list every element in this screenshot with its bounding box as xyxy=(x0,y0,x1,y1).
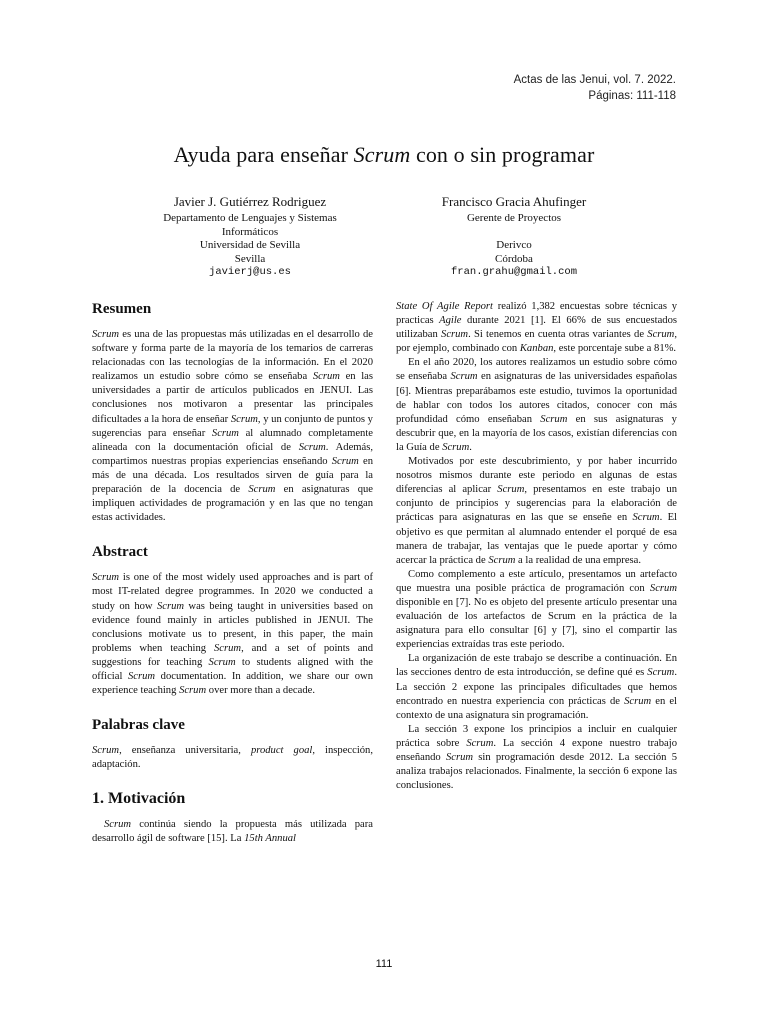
author-affiliation-line: Universidad de Sevilla xyxy=(199,239,301,251)
motivacion-paragraph: Scrum continúa siendo la propuesta más utilizada para desarrollo ágil de software [15]. La 15th Annual xyxy=(92,819,373,845)
author-affiliation-line xyxy=(394,226,634,240)
body-paragraph: La organización de este trabajo se describe a continuación. En las secciones dentro de esta introducción, se define qué es Scrum. La sección 2 expone las principales dificultades que hemos encontrado en nuestra experiencia con prácticas de Scrum en el contexto de una asignatura sin programación. xyxy=(396,653,677,721)
proceedings-title: Actas de las Jenui, vol. 7. 2022. xyxy=(513,74,676,86)
author-block-1 xyxy=(130,193,370,280)
page-number: 111 xyxy=(375,958,393,970)
author-email: fran.grahu@gmail.com xyxy=(450,266,578,278)
author-name: Javier J. Gutiérrez Rodriguez xyxy=(173,194,327,209)
author-affiliation-line: Derivco xyxy=(496,239,532,251)
proceedings-pages: Páginas: 111-118 xyxy=(588,90,676,102)
author-affiliation-line: Sevilla xyxy=(234,252,266,265)
author-name: Francisco Gracia Ahufinger xyxy=(441,194,587,209)
right-column xyxy=(396,300,677,793)
keywords-paragraph: Scrum, enseñanza universitaria, product goal, inspección, adaptación. xyxy=(92,745,374,771)
author-block-2 xyxy=(394,193,634,280)
section-heading-resumen: Resumen xyxy=(92,301,152,317)
title-text-end: con o sin programar xyxy=(410,142,595,167)
section-heading-motivacion: 1. Motivación xyxy=(92,790,186,808)
proceedings-info xyxy=(514,72,676,104)
body-paragraph: Motivados por este descubrimiento, y por haber incurrido nosotros mismos durante este periodo en algunas de estas diferencias al aplicar Scrum, presentamos en este trabajo un conjunto de principios y sugerencias para la elaboración de prácticas para asignaturas en las que se enseñe en Scrum. El objetivo es que permitan al alumnado entender el porqué de esa manera de trabajar, las ventajas que le puede aportar y cómo acercar la práctica de Scrum a la realidad de una empresa. xyxy=(396,456,678,566)
section-heading-keywords: Palabras clave xyxy=(92,717,185,734)
author-affiliation-line: Informáticos xyxy=(221,225,279,238)
body-paragraph: En el año 2020, los autores realizamos un estudio sobre cómo se enseñaba Scrum en asignaturas de las universidades españolas [6]. Mientras preparábamos este estudio, tuvimos la oportunidad de hablar con todos los autores citados, conocer con más profundidad cómo enseñaban Scrum en sus asignaturas y descubrir que, en la mayoría de los casos, existían diferencias con la Guía de Scrum. xyxy=(396,357,677,453)
section-heading-abstract: Abstract xyxy=(92,544,148,561)
author-email: javierj@us.es xyxy=(209,266,291,278)
title-text: Ayuda para enseñar xyxy=(173,142,354,167)
resumen-paragraph: Scrum es una de las propuestas más utilizadas en el desarrollo de software y forma parte de la mayoría de los temarios de carreras relacionadas con las tecnologías de la información. En el 2020 realizamos un estudio sobre cómo se enseñaba Scrum en las universidades a partir de artículos publicados en JENUI. Las conclusiones nos motivaron a presentar las principales dificultades a la hora de enseñar Scrum, y un conjunto de puntos y sugerencias para enseñar Scrum al alumnado completamente alineada con la documentación oficial de Scrum. Además, compartimos nuestras propias experiencias enseñando Scrum en más de una década. Los resultados sirven de guía para la preparación de la docencia de Scrum en asignaturas que impliquen actividades de programación y en las que no tengan estas actividades. xyxy=(92,329,374,524)
abstract-paragraph: Scrum is one of the most widely used approaches and is part of most IT-related degree programmes. In 2020 we conducted a study on how Scrum was being taught in universities based on evidence found mainly in articles published in JENUI. The conclusions motivate us to present, in this paper, the main problems when teaching Scrum, and a set of points and suggestions for teaching Scrum to students aligned with the official Scrum documentation. In addition, we share our own experience teaching Scrum over more than a decade. xyxy=(92,572,373,697)
body-paragraph: Como complemento a este artículo, presentamos un artefacto que muestra una posible práctica de programación con Scrum disponible en [7]. No es objeto del presente artículo presentar una evaluación de los artefactos de Scrum en la práctica de la asignatura para ello consultar [6] y [7], sino el compartir las experiencias extraídas tras este periodo. xyxy=(396,568,677,651)
author-affiliation-line: Gerente de Proyectos xyxy=(466,212,562,224)
left-column xyxy=(92,300,373,847)
body-paragraph: La sección 3 expone los principios a incluir en cualquier práctica sobre Scrum. La sección 4 expone nuestro trabajo enseñando Scrum sin programación desde 2012. La sección 5 analiza trabajos relacionados. Finalmente, la sección 6 expone las conclusiones. xyxy=(396,723,677,792)
author-affiliation-line: Departamento de Lenguajes y Sistemas xyxy=(163,212,337,224)
paper-title xyxy=(0,142,768,168)
body-paragraph: State Of Agile Report realizó 1,382 encuestas sobre técnicas y practicas Agile durante 2021 [1]. El 66% de sus encuestados utilizaban Scrum. Si tenemos en cuenta otras variantes de Scrum, por ejemplo, combinado con Kanban, este porcentaje sube a 81%. xyxy=(396,301,677,355)
author-affiliation-line: Córdoba xyxy=(495,252,533,265)
title-italic-term: Scrum xyxy=(353,142,411,167)
